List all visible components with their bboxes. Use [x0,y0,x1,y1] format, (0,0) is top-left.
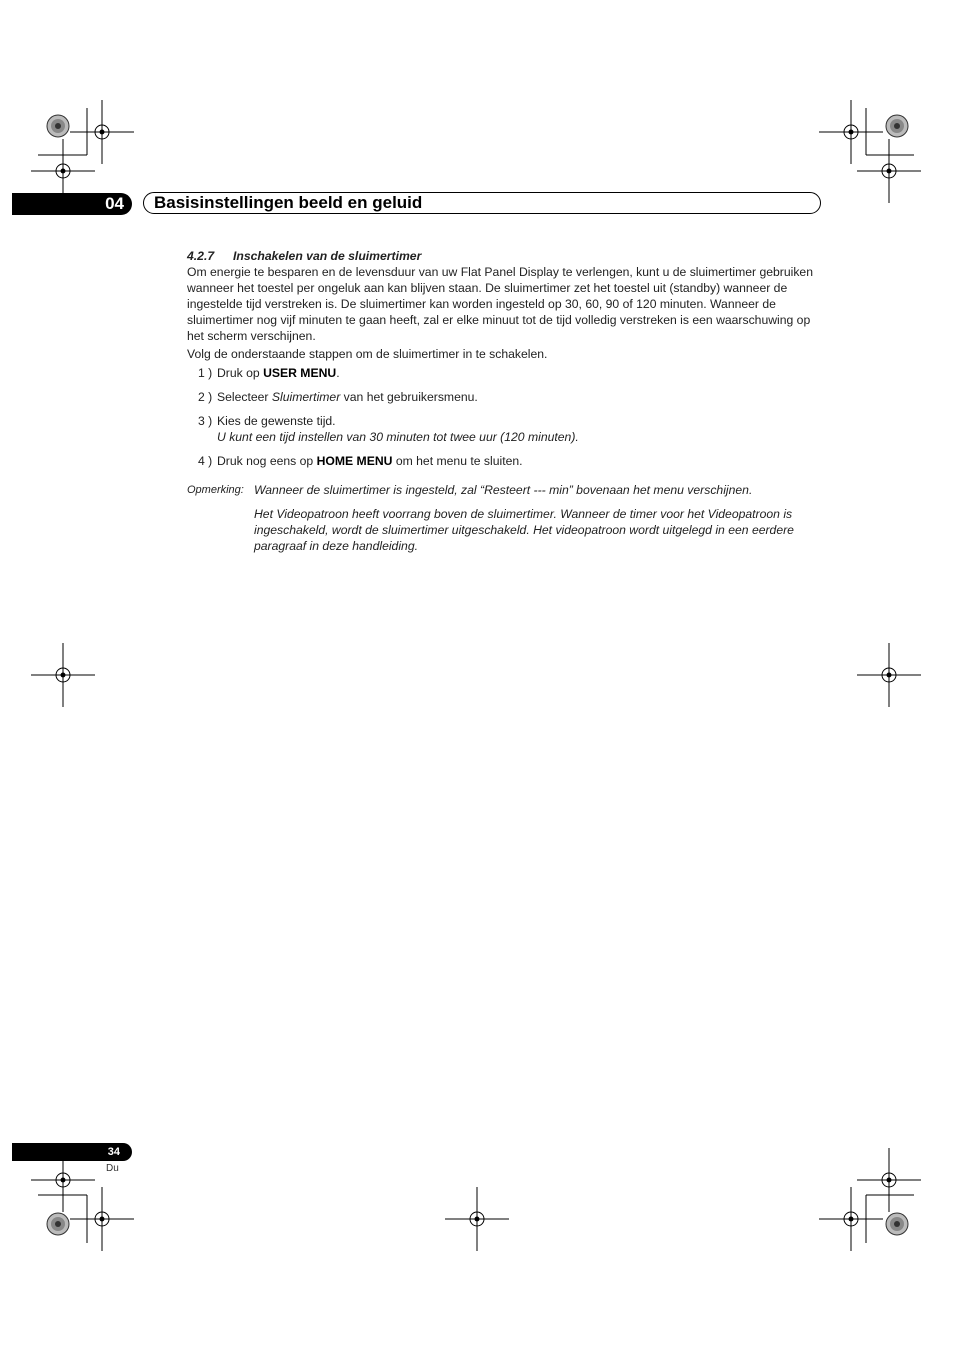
step-text-end: van het gebruikersmenu. [340,390,478,404]
section-title: Inschakelen van de sluimertimer [233,249,422,263]
step-text: Kies de gewenste tijd. [217,414,336,428]
step-number: 3 ) [198,414,213,428]
page-language: Du [106,1163,119,1174]
page-number: 34 [107,1146,120,1158]
step-key: USER MENU [263,366,337,380]
steps-list [187,365,827,469]
step-text: Druk nog eens op [217,454,317,468]
step-text-end: om het menu te sluiten. [392,454,523,468]
step-text-end: . [336,366,340,380]
page-number-tab [12,1143,132,1161]
step-item [187,389,827,405]
chapter-title: Basisinstellingen beeld en geluid [154,193,423,212]
step-subnote: U kunt een tijd instellen van 30 minuten tot twee uur (120 minuten). [217,430,579,444]
intro-paragraph: Om energie te besparen en de levensduur van uw Flat Panel Display te verlengen, kunt u de sluimertimer gebruiken wanneer het toestel per ongeluk aan kan blijven staan. De sluimertimer zet het toestel uit (standby) wanneer de ingestelde tijd verstreken is. De sluimertimer kan worden ingesteld op 30, 60, 90 of 120 minuten. Wanneer de sluimertimer nog vijf minuten te gaan heeft, zal er elke minuut tot de tijd volledig verstreken is een waarschuwing op het scherm verschijnen. [187,265,813,343]
note-label: Opmerking: [187,484,244,496]
page-content [187,248,827,554]
step-item [187,453,827,469]
step-number: 4 ) [198,454,213,468]
section-heading [187,248,827,264]
step-key: HOME MENU [316,454,393,468]
step-number: 1 ) [198,366,213,380]
step-text: Druk op [217,366,264,380]
step-menu-item: Sluimertimer [271,390,341,404]
chapter-number-tab [12,193,132,215]
step-number: 2 ) [198,390,213,404]
note-block [187,482,827,554]
section-number: 4.2.7 [187,249,215,263]
step-item [187,365,827,381]
note-line: Wanneer de sluimertimer is ingesteld, zal “Resteert --- min” bovenaan het menu verschijnen. [254,483,753,497]
step-text: Selecteer [217,390,272,404]
note-line: Het Videopatroon heeft voorrang boven de sluimertimer. Wanneer de timer voor het Videopatroon is ingeschakeld, wordt de sluimertimer uitgeschakeld. Het videopatroon wordt uitgelegd in een eerdere paragraaf in deze handleiding. [254,507,794,553]
chapter-title-box [143,192,821,214]
step-item [187,413,827,445]
chapter-number: 04 [105,194,124,213]
follow-paragraph: Volg de onderstaande stappen om de sluimertimer in te schakelen. [187,347,548,361]
